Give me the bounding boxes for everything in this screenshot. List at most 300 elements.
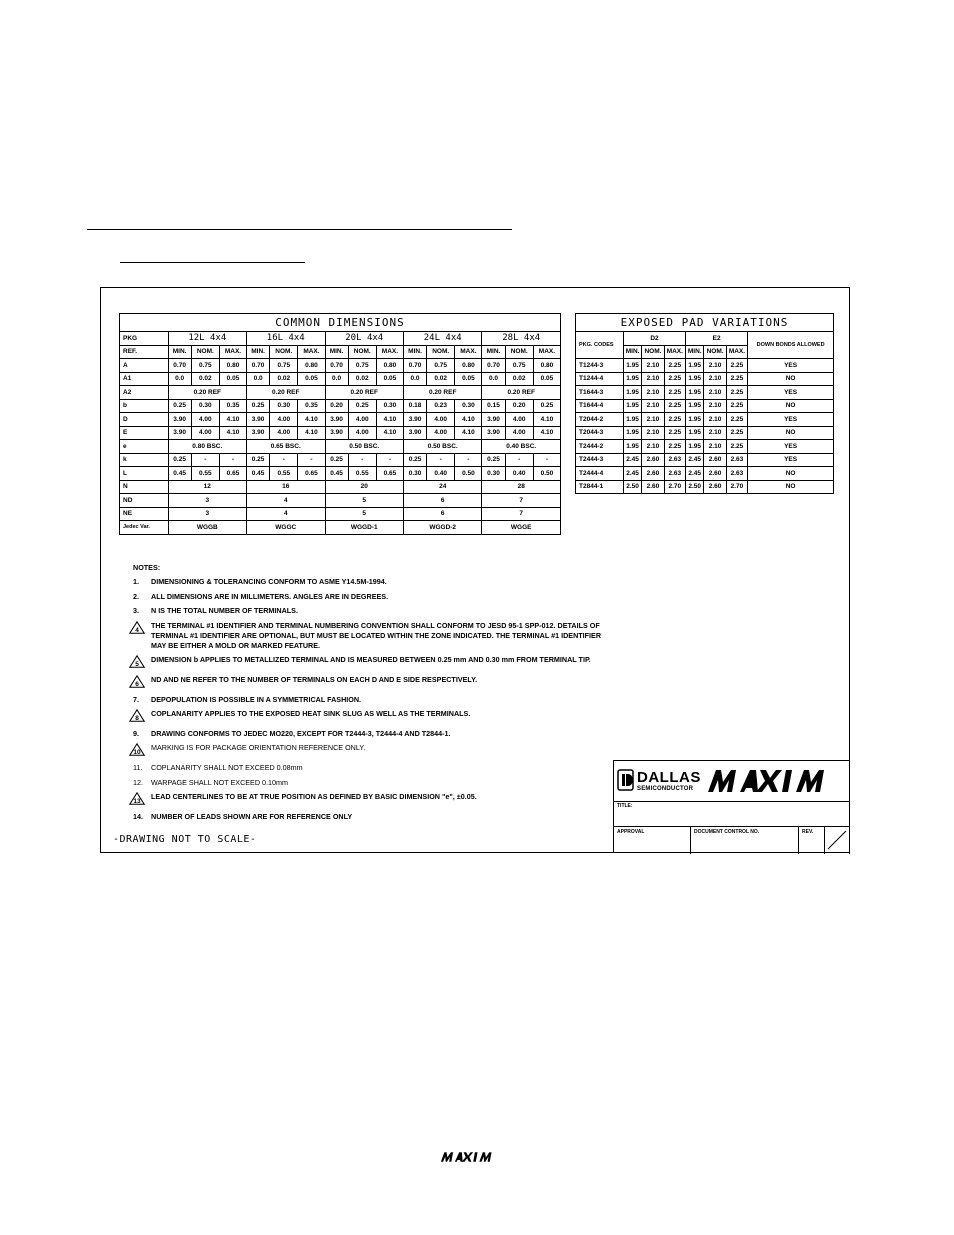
cd-title-row	[120, 314, 561, 332]
notes-list	[133, 577, 603, 822]
cd-value-cell: 0.25	[247, 399, 270, 413]
cd-value-cell: 4.00	[191, 426, 219, 440]
ep-pkg-code: T1244-4	[576, 372, 624, 386]
ep-d2-cell: 1.95	[623, 399, 641, 413]
ep-e2-cell: 1.95	[686, 426, 704, 440]
cd-row-ref: L	[120, 467, 169, 481]
ep-d2-cell: 2.63	[664, 453, 685, 467]
ep-e2-cell: 1.95	[686, 413, 704, 427]
ep-d2-cell: 2.60	[642, 467, 664, 481]
ep-d2-header: D2	[623, 332, 685, 346]
ep-e2-cell: 2.45	[686, 453, 704, 467]
cd-merged-cell: WGGE	[482, 521, 561, 535]
ep-d2-cell: 2.45	[623, 453, 641, 467]
cd-value-cell: 0.70	[247, 359, 270, 373]
cd-subheader: MIN.	[247, 345, 270, 359]
note-number: 5	[135, 661, 139, 669]
ep-down-bonds-header: DOWN BONDS ALLOWED	[748, 332, 834, 359]
cd-value-cell: 3.90	[403, 413, 426, 427]
cd-subheader: MAX.	[298, 345, 325, 359]
ep-e2-cell: 2.50	[686, 480, 704, 494]
list-item	[133, 655, 603, 670]
cd-row-ref: A	[120, 359, 169, 373]
cd-value-cell: 0.0	[325, 372, 348, 386]
list-item	[133, 729, 603, 739]
ep-e2-cell: 2.25	[726, 413, 747, 427]
title-field	[614, 801, 850, 827]
ep-down-bonds-cell: NO	[748, 467, 834, 481]
list-item	[133, 792, 603, 807]
notes-section	[133, 563, 603, 826]
ep-pkg-code: T2844-1	[576, 480, 624, 494]
notes-title: NOTES:	[133, 563, 161, 572]
ep-e2-cell: 2.25	[726, 440, 747, 454]
cd-package-header: 16L 4x4	[247, 332, 325, 346]
cd-value-cell: 0.45	[168, 467, 191, 481]
ep-d2-cell: 1.95	[623, 426, 641, 440]
cd-value-cell: 0.35	[219, 399, 246, 413]
title-block-logo-area	[614, 761, 850, 802]
ep-d2-cell: 2.60	[642, 453, 664, 467]
cd-subheader: MAX.	[533, 345, 560, 359]
cd-merged-cell: 5	[325, 507, 403, 521]
cd-merged-cell: 28	[482, 480, 561, 494]
rev-label: REV.	[802, 829, 814, 835]
cd-value-cell: 4.00	[427, 426, 455, 440]
cd-value-cell: 0.55	[270, 467, 298, 481]
cd-value-cell: 4.10	[219, 426, 246, 440]
table-row	[576, 426, 834, 440]
dallas-wordmark: DALLAS	[637, 769, 701, 786]
cd-merged-cell: 3	[168, 507, 246, 521]
ep-down-bonds-cell: YES	[748, 453, 834, 467]
cd-row-ref: Jedec Var.	[120, 521, 169, 535]
cd-merged-cell: 0.20 REF	[168, 386, 246, 400]
cd-value-cell: 0.65	[298, 467, 325, 481]
sheet-field	[825, 827, 850, 854]
cd-value-cell: 0.50	[533, 467, 560, 481]
ep-d2-cell: 2.63	[664, 467, 685, 481]
table-row	[120, 386, 561, 400]
ep-d2-cell: 1.95	[623, 372, 641, 386]
table-row	[120, 399, 561, 413]
ep-d2-cell: 1.95	[623, 440, 641, 454]
cd-title: COMMON DIMENSIONS	[120, 314, 561, 332]
ep-e2-cell: 1.95	[686, 399, 704, 413]
cd-value-cell: 0.55	[191, 467, 219, 481]
table-row	[120, 413, 561, 427]
ep-pkg-code: T1644-4	[576, 399, 624, 413]
ep-e2-cell: 2.63	[726, 453, 747, 467]
approval-label: APPROVAL	[617, 829, 645, 835]
cd-merged-cell: 5	[325, 494, 403, 508]
cd-value-cell: 0.02	[270, 372, 298, 386]
cd-subheader: MAX.	[219, 345, 246, 359]
dallas-emblem-icon	[617, 767, 635, 793]
cd-merged-cell: WGGC	[247, 521, 325, 535]
cd-value-cell: 4.00	[348, 413, 376, 427]
cd-subheader: MIN.	[168, 345, 191, 359]
exposed-pad-variations-table	[575, 313, 834, 494]
note-text: MARKING IS FOR PACKAGE ORIENTATION REFERENCE ONLY.	[151, 743, 366, 753]
ep-d2-cell: 2.50	[623, 480, 641, 494]
cd-merged-cell: 4	[247, 507, 325, 521]
cd-value-cell: 0.55	[348, 467, 376, 481]
cd-merged-cell: 4	[247, 494, 325, 508]
ep-d2-cell: 2.10	[642, 426, 664, 440]
ep-e2-cell: 1.95	[686, 359, 704, 373]
cd-value-cell: 3.90	[482, 413, 505, 427]
ep-e2-cell: 2.10	[704, 372, 726, 386]
note-text: COPLANARITY APPLIES TO THE EXPOSED HEAT SINK SLUG AS WELL AS THE TERMINALS.	[151, 709, 471, 719]
note-number-triangle-icon	[133, 655, 151, 670]
cd-value-cell: 0.23	[427, 399, 455, 413]
ep-subheader: MIN.	[623, 345, 641, 359]
cd-value-cell: 4.00	[348, 426, 376, 440]
cd-value-cell: 0.75	[427, 359, 455, 373]
cd-value-cell: -	[455, 453, 482, 467]
note-text: DIMENSIONING & TOLERANCING CONFORM TO ASME Y14.5M-1994.	[151, 577, 387, 586]
list-item	[133, 709, 603, 724]
cd-value-cell: 0.15	[482, 399, 505, 413]
footer-maxim-logo	[440, 1150, 502, 1168]
note-number: 1.	[133, 577, 139, 586]
note-text: WARPAGE SHALL NOT EXCEED 0.10mm	[151, 777, 288, 787]
header-rule-short	[120, 262, 305, 263]
cd-value-cell: 4.00	[270, 413, 298, 427]
cd-value-cell: -	[376, 453, 403, 467]
ep-e2-cell: 2.25	[726, 426, 747, 440]
ep-d2-cell: 2.25	[664, 372, 685, 386]
note-number-triangle-icon	[133, 792, 151, 807]
cd-value-cell: 0.25	[247, 453, 270, 467]
cd-value-cell: 4.10	[376, 426, 403, 440]
note-text: NUMBER OF LEADS SHOWN ARE FOR REFERENCE ONLY	[151, 811, 353, 821]
ep-d2-cell: 1.95	[623, 413, 641, 427]
cd-value-cell: 0.25	[348, 399, 376, 413]
ep-pkg-code: T2444-4	[576, 467, 624, 481]
maxim-logo	[706, 768, 848, 799]
list-item	[133, 621, 603, 651]
table-row	[576, 359, 834, 373]
cd-merged-cell: WGGD-2	[403, 521, 481, 535]
note-number-triangle-icon	[133, 675, 151, 690]
cd-value-cell: 0.0	[168, 372, 191, 386]
cd-value-cell: 0.30	[270, 399, 298, 413]
note-number: 4	[135, 626, 139, 634]
ep-e2-cell: 2.10	[704, 426, 726, 440]
cd-value-cell: 0.40	[505, 467, 533, 481]
cd-value-cell: 3.90	[325, 413, 348, 427]
cd-value-cell: 0.18	[403, 399, 426, 413]
cd-row-ref: ND	[120, 494, 169, 508]
table-row	[576, 440, 834, 454]
ep-d2-cell: 2.25	[664, 413, 685, 427]
cd-value-cell: 0.05	[298, 372, 325, 386]
cd-value-cell: -	[348, 453, 376, 467]
cd-value-cell: 0.80	[298, 359, 325, 373]
cd-value-cell: -	[219, 453, 246, 467]
list-item	[133, 606, 603, 616]
cd-value-cell: 4.00	[270, 426, 298, 440]
ep-down-bonds-cell: YES	[748, 386, 834, 400]
ep-d2-cell: 2.10	[642, 359, 664, 373]
cd-value-cell: 0.65	[219, 467, 246, 481]
header-rule-long	[87, 229, 512, 230]
cd-value-cell: 0.45	[247, 467, 270, 481]
cd-value-cell: 3.90	[482, 426, 505, 440]
cd-subheader: NOM.	[348, 345, 376, 359]
cd-value-cell: 0.70	[168, 359, 191, 373]
ep-title-row	[576, 314, 834, 332]
cd-row-ref: E	[120, 426, 169, 440]
ep-e2-cell: 2.25	[726, 386, 747, 400]
footer-maxim-logo-mark	[440, 1151, 502, 1163]
cd-row-ref: A1	[120, 372, 169, 386]
cd-package-header: 28L 4x4	[482, 332, 561, 346]
ep-e2-cell: 2.60	[704, 453, 726, 467]
cd-value-cell: 0.25	[168, 399, 191, 413]
table-row	[576, 480, 834, 494]
cd-row-ref: A2	[120, 386, 169, 400]
ep-subheader: NOM.	[642, 345, 664, 359]
cd-pkg-label: PKG	[120, 332, 169, 346]
cd-merged-cell: 3	[168, 494, 246, 508]
cd-value-cell: -	[191, 453, 219, 467]
cd-row-ref: D	[120, 413, 169, 427]
cd-merged-cell: 0.65 BSC.	[247, 440, 325, 454]
note-text: DRAWING CONFORMS TO JEDEC MO220, EXCEPT FOR T2444-3, T2444-4 AND T2844-1.	[151, 728, 451, 738]
cd-subheader: MIN.	[403, 345, 426, 359]
cd-merged-cell: 0.20 REF	[482, 386, 561, 400]
ep-pkg-code: T2444-2	[576, 440, 624, 454]
cd-value-cell: 0.25	[482, 453, 505, 467]
cd-value-cell: 0.65	[376, 467, 403, 481]
note-text: THE TERMINAL #1 IDENTIFIER AND TERMINAL NUMBERING CONVENTION SHALL CONFORM TO JESD 95-1 SPP-012. DETAILS OF TERMINAL #1 IDENTIFIER ARE OPTIONAL, BUT MUST BE LOCATED WITHIN THE ZONE INDICATED. THE TERMINAL #1 IDENTIFIER MAY BE EITHER A MOLD OR MARKED FEATURE.	[151, 620, 602, 650]
note-text: N IS THE TOTAL NUMBER OF TERMINALS.	[151, 606, 298, 616]
cd-package-row	[120, 332, 561, 346]
cd-subheader: NOM.	[427, 345, 455, 359]
ep-subheader: MAX.	[664, 345, 685, 359]
cd-subheader: NOM.	[270, 345, 298, 359]
ep-e2-cell: 2.10	[704, 413, 726, 427]
cd-value-cell: 4.10	[219, 413, 246, 427]
ep-d2-cell: 2.70	[664, 480, 685, 494]
cd-merged-cell: 6	[403, 507, 481, 521]
ep-d2-cell: 2.45	[623, 467, 641, 481]
cd-value-cell: 4.10	[533, 426, 560, 440]
cd-value-cell: 0.0	[247, 372, 270, 386]
ep-e2-cell: 2.45	[686, 467, 704, 481]
note-number-triangle-icon	[133, 743, 151, 758]
cd-value-cell: 4.10	[455, 413, 482, 427]
cd-value-cell: 0.25	[403, 453, 426, 467]
ep-e2-cell: 2.25	[726, 399, 747, 413]
cd-row-ref: k	[120, 453, 169, 467]
ep-group-row	[576, 332, 834, 346]
cd-value-cell: 0.45	[325, 467, 348, 481]
cd-value-cell: 4.00	[505, 426, 533, 440]
note-number: 6	[135, 680, 139, 688]
ep-pkg-code: T1644-3	[576, 386, 624, 400]
table-row	[120, 440, 561, 454]
cd-value-cell: -	[427, 453, 455, 467]
ep-e2-cell: 1.95	[686, 372, 704, 386]
table-row	[120, 507, 561, 521]
cd-merged-cell: WGGD-1	[325, 521, 403, 535]
ep-down-bonds-cell: NO	[748, 426, 834, 440]
cd-subheader: NOM.	[191, 345, 219, 359]
ep-down-bonds-cell: YES	[748, 440, 834, 454]
note-text: DIMENSION b APPLIES TO METALLIZED TERMINAL AND IS MEASURED BETWEEN 0.25 mm AND 0.30 mm FROM TERMINAL TIP.	[151, 655, 591, 665]
title-block-bottom-row	[614, 827, 850, 854]
note-number-triangle-icon	[133, 621, 151, 636]
cd-merged-cell: 0.50 BSC.	[325, 440, 403, 454]
cd-value-cell: 0.02	[505, 372, 533, 386]
ep-e2-cell: 2.70	[726, 480, 747, 494]
list-item	[133, 675, 603, 690]
cd-value-cell: 0.80	[455, 359, 482, 373]
cd-value-cell: 3.90	[247, 413, 270, 427]
cd-value-cell: 0.30	[455, 399, 482, 413]
cd-value-cell: 0.70	[482, 359, 505, 373]
cd-value-cell: 0.75	[348, 359, 376, 373]
cd-value-cell: 0.25	[325, 453, 348, 467]
approval-field	[614, 827, 691, 854]
cd-value-cell: 4.00	[427, 413, 455, 427]
dallas-logo	[617, 767, 707, 795]
cd-value-cell: 0.0	[403, 372, 426, 386]
cd-merged-cell: 16	[247, 480, 325, 494]
table-row	[576, 372, 834, 386]
ep-e2-cell: 2.10	[704, 386, 726, 400]
ep-d2-cell: 1.95	[623, 386, 641, 400]
cd-value-cell: 4.00	[505, 413, 533, 427]
note-number: 8	[135, 715, 139, 723]
note-number-triangle-icon	[133, 709, 151, 724]
drawing-not-to-scale: -DRAWING NOT TO SCALE-	[113, 834, 257, 845]
cd-merged-cell: 7	[482, 494, 561, 508]
list-item	[133, 778, 603, 788]
ep-d2-cell: 2.60	[642, 480, 664, 494]
cd-merged-cell: 0.40 BSC.	[482, 440, 561, 454]
note-text: ALL DIMENSIONS ARE IN MILLIMETERS. ANGLES ARE IN DEGREES.	[151, 591, 389, 601]
ep-d2-cell: 1.95	[623, 359, 641, 373]
note-number: 2.	[133, 591, 139, 601]
ep-subheader: MAX.	[726, 345, 747, 359]
cd-value-cell: 0.40	[427, 467, 455, 481]
list-item	[133, 763, 603, 773]
ep-subheader: NOM.	[704, 345, 726, 359]
cd-value-cell: 0.05	[455, 372, 482, 386]
cd-merged-cell: 0.50 BSC.	[403, 440, 481, 454]
cd-package-header: 20L 4x4	[325, 332, 403, 346]
cd-value-cell: 4.00	[191, 413, 219, 427]
table-row	[120, 359, 561, 373]
ep-d2-cell: 2.25	[664, 399, 685, 413]
title-block	[613, 760, 850, 853]
note-number: 14.	[133, 811, 143, 821]
ep-title: EXPOSED PAD VARIATIONS	[576, 314, 834, 332]
cd-value-cell: 3.90	[325, 426, 348, 440]
ep-e2-cell: 1.95	[686, 386, 704, 400]
cd-value-cell: 0.20	[325, 399, 348, 413]
ep-d2-cell: 2.25	[664, 359, 685, 373]
dallas-subtitle: SEMICONDUCTOR	[637, 786, 694, 792]
ep-e2-cell: 2.10	[704, 399, 726, 413]
ep-down-bonds-cell: NO	[748, 399, 834, 413]
note-text: ND AND NE REFER TO THE NUMBER OF TERMINALS ON EACH D AND E SIDE RESPECTIVELY.	[151, 674, 478, 684]
cd-ref-label: REF.	[120, 345, 169, 359]
table-row	[120, 494, 561, 508]
cd-value-cell: 0.75	[191, 359, 219, 373]
note-text: DEPOPULATION IS POSSIBLE IN A SYMMETRICAL FASHION.	[151, 694, 362, 704]
cd-value-cell: 0.05	[376, 372, 403, 386]
cd-value-cell: 0.02	[427, 372, 455, 386]
note-number: 11.	[133, 762, 143, 772]
cd-value-cell: 0.30	[376, 399, 403, 413]
cd-value-cell: 4.10	[298, 426, 325, 440]
ep-pkg-code: T2044-3	[576, 426, 624, 440]
common-dimensions-table	[119, 313, 561, 535]
ep-down-bonds-cell: YES	[748, 413, 834, 427]
list-item	[133, 743, 603, 758]
note-text: LEAD CENTERLINES TO BE AT TRUE POSITION AS DEFINED BY BASIC DIMENSION "e", ±0.05.	[151, 792, 477, 802]
sheet-slash-icon	[827, 829, 847, 851]
document-control-label: DOCUMENT CONTROL NO.	[694, 829, 760, 835]
note-number: 7.	[133, 694, 139, 704]
title-label: TITLE:	[617, 803, 633, 809]
cd-value-cell: -	[270, 453, 298, 467]
cd-value-cell: 4.10	[455, 426, 482, 440]
table-row	[120, 467, 561, 481]
cd-value-cell: 0.25	[168, 453, 191, 467]
ep-e2-cell: 1.95	[686, 440, 704, 454]
cd-package-header: 12L 4x4	[168, 332, 246, 346]
note-number: 3.	[133, 606, 139, 616]
ep-d2-cell: 2.10	[642, 440, 664, 454]
table-row	[120, 426, 561, 440]
rev-field	[799, 827, 825, 854]
table-row	[120, 372, 561, 386]
table-row	[576, 467, 834, 481]
table-row	[576, 386, 834, 400]
ep-subheader: MIN.	[686, 345, 704, 359]
cd-value-cell: 0.80	[533, 359, 560, 373]
document-control-field	[691, 827, 799, 854]
cd-value-cell: 0.75	[270, 359, 298, 373]
ep-d2-cell: 2.10	[642, 399, 664, 413]
cd-subheader-row	[120, 345, 561, 359]
ep-e2-cell: 2.25	[726, 372, 747, 386]
ep-d2-cell: 2.10	[642, 372, 664, 386]
cd-value-cell: 0.30	[191, 399, 219, 413]
cd-value-cell: -	[298, 453, 325, 467]
cd-merged-cell: 6	[403, 494, 481, 508]
cd-merged-cell: 0.80 BSC.	[168, 440, 246, 454]
cd-subheader: MIN.	[325, 345, 348, 359]
cd-value-cell: 0.75	[505, 359, 533, 373]
cd-row-ref: NE	[120, 507, 169, 521]
list-item	[133, 812, 603, 822]
cd-merged-cell: 0.20 REF	[325, 386, 403, 400]
cd-merged-cell: 7	[482, 507, 561, 521]
cd-row-ref: N	[120, 480, 169, 494]
cd-subheader: NOM.	[505, 345, 533, 359]
table-row	[120, 480, 561, 494]
note-number: 12.	[133, 777, 143, 787]
cd-value-cell: 0.70	[403, 359, 426, 373]
